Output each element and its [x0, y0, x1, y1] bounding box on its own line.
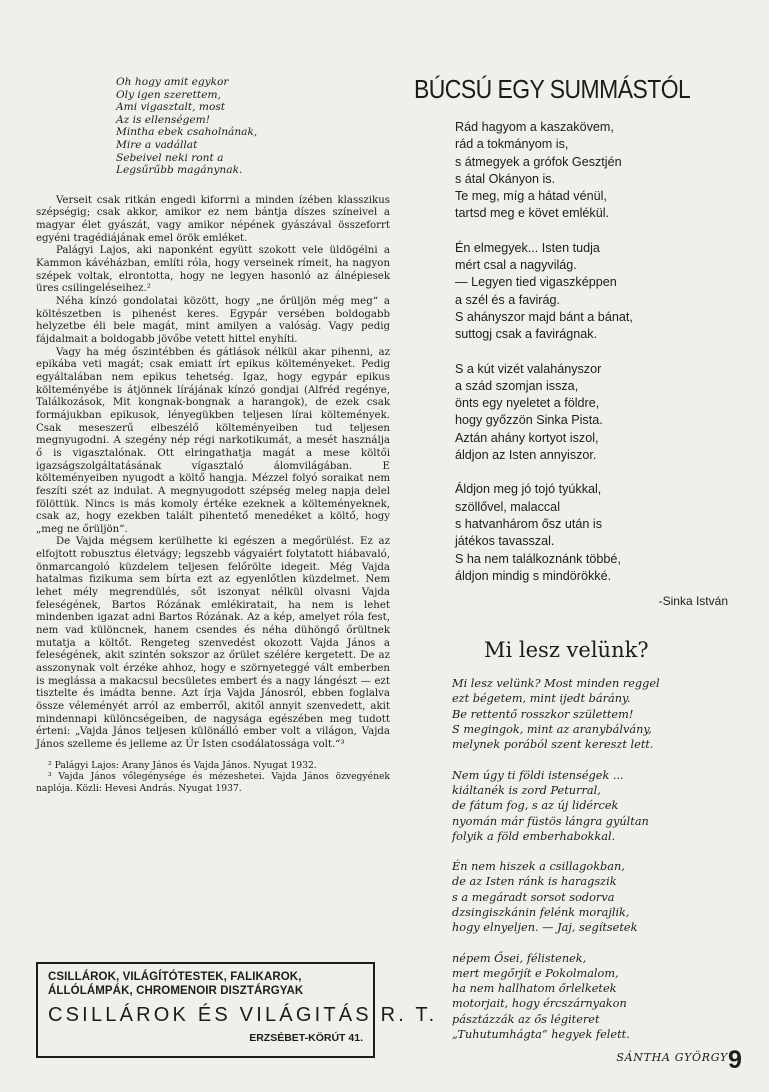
poem-line: s a megáradt sorsot sodorva	[452, 890, 615, 904]
poem-line: Sebeivel neki ront a	[116, 151, 224, 164]
poem-line: Be rettentő rosszkor születtem!	[452, 707, 634, 721]
footnote: ² Palágyi Lajos: Arany János és Vajda János. Nyugat 1932.	[48, 759, 317, 771]
poem-line: hogy győzzön Sinka Pista.	[455, 413, 603, 428]
poem-line: Mintha ebek csaholnának,	[116, 126, 258, 139]
paragraph: Néha kínzó gondolatai között, hogy „ne őrüljön még meg“ a költészetben is pihenést keres. Egypár versében boldogabb helyzetbe éli bele magát, mint amilyen a valóság. Vagy pedig fájdalmait a boldogabb jövőbe vetett hittel enyhíti.	[36, 296, 390, 345]
poem-author: SÁNTHA GYÖRGY	[616, 1051, 728, 1065]
poem-line: Én elmegyek... Isten tudja	[455, 240, 600, 255]
paragraph: Verseit csak ritkán engedi kiforrni a minden ízében klasszikus szépségig; csak akkor, amikor ez nem bántja díszes színeivel a magyar élet gyászát, vagy amikor népének gyászával összeforrt egyéni tragédiájának emel örök emléket.	[36, 194, 390, 244]
poem-line: kiáltanék is zord Peturral,	[452, 783, 601, 797]
poem-line: Ami vigasztalt, most	[116, 101, 226, 114]
poem-line: Mi lesz velünk? Most minden reggel	[452, 677, 660, 691]
poem-line: melynek porából szent kereszt lett.	[452, 738, 654, 752]
page-number: 9	[728, 1046, 742, 1074]
footnote: ³ Vajda János vőlegénysége és mézeshetei. Vajda János özvegyének naplója. Közli: Hevesi András. Nyugat 1937.	[36, 771, 390, 794]
poem-line: ezt bégetem, mint ijedt bárány.	[452, 692, 631, 706]
poem-line: ha nem hallhatom őrlelketek	[452, 982, 617, 996]
intro-poem-excerpt	[116, 76, 390, 177]
ad-line-1: CSILLÁROK, VILÁGÍTÓTESTEK, FALIKAROK,	[48, 971, 302, 983]
poem-line: tartsd meg e követ emlékül.	[455, 206, 609, 221]
poem-line: — Legyen tied vigaszképpen	[455, 275, 617, 290]
poem-author	[412, 594, 728, 608]
poem-line: Én nem hiszek a csillagokban,	[452, 860, 625, 874]
poem-line: s átal Okányon is.	[455, 171, 556, 186]
poem-line: S ahányszor majd bánt a bánat,	[455, 309, 633, 324]
poem-line: folyik a föld emberhabokkal.	[452, 829, 616, 843]
poem-line: dzsingiszkánin felénk morajlik,	[452, 905, 630, 919]
poem-line: Mire a vadállat	[116, 138, 198, 151]
poem-line: S a kút vizét valahányszor	[455, 361, 602, 376]
stanza	[452, 768, 742, 844]
poem-body	[452, 676, 742, 1042]
poem-line: mert megőrjít e Pokolmalom,	[452, 966, 619, 980]
poem-line: Te meg, míg a hátad vénül,	[455, 189, 607, 204]
poem-line: de fátum fog, s az új lidércek	[452, 799, 619, 813]
paragraph: Palágyi Lajos, aki naponként együtt szokott vele üldögélni a Kammon kávéházban, említi róla, hogy verseinek rímeit, ha nagyon szépek voltak, elrontotta, hogy ne legyen hasonló az álnépiesek üres csilingeléseihez.²	[36, 245, 390, 295]
poem-line: Legsűrűbb magánynak.	[116, 164, 243, 177]
footnotes	[36, 760, 390, 795]
ad-headline: CSILLÁROK ÉS VILÁGITÁS R. T.	[48, 1004, 438, 1026]
poem-line: pásztázzák az ős légiteret	[452, 1012, 600, 1026]
ad-line-2: ÁLLÓLÁMPÁK, CHROMENOIR DISZTÁRGYAK	[48, 985, 304, 997]
stanza	[455, 119, 742, 223]
poem-line: Oly igen szerettem,	[116, 88, 221, 101]
poem-line: a szél és a favirág.	[455, 292, 560, 307]
poem-line: Az is ellenségem!	[116, 113, 210, 126]
poem-line: áldjon mindig s mindörökké.	[455, 568, 612, 583]
poem-line: Áldjon meg jó tojó tyúkkal,	[455, 482, 602, 497]
poem-line: nyomán már füstös lángra gyúltan	[452, 814, 649, 828]
essay-body	[36, 195, 390, 752]
poem-line: népem Ősei, félistenek,	[452, 951, 587, 965]
stanza	[455, 361, 742, 465]
poem-line: mért csal a nagyvilág.	[455, 258, 577, 273]
poem-line: önts egy nyeletet a földre,	[455, 396, 600, 411]
poem-title: Mi lesz velünk?	[484, 638, 649, 663]
poem-title: BÚCSÚ EGY SUMMÁSTÓL	[414, 76, 691, 104]
poem-body	[455, 119, 742, 585]
poem-line: Aztán ahány kortyot iszol,	[455, 430, 599, 445]
poem-line: s hatvanhárom ősz után is	[455, 516, 603, 531]
left-column	[36, 76, 390, 794]
poem-line: S ha nem találkoznánk többé,	[455, 551, 621, 566]
ad-address: ERZSÉBET-KÖRÚT 41.	[249, 1032, 363, 1044]
poem-line: rád a tokmányom is,	[455, 137, 569, 152]
stanza	[455, 240, 742, 344]
poem-line: suttogj csak a favirágnak.	[455, 327, 598, 342]
poem-line: Rád hagyom a kaszakövem,	[455, 120, 614, 134]
poem-line: de az Isten ránk is haragszik	[452, 875, 617, 889]
stanza	[455, 481, 742, 585]
paragraph: Vagy ha még őszintébben és gátlások nélkül akar pihenni, az epikába veti magát; csak emiatt írt epikus költeményeket. Pedig egyáltalában nem epikus tehetség. Igaz, hogy egypár epikus költeményébe is átjönnek lírájának kínzó gondjai (Alfréd regénye, Találkozások, Mit kongnak-bongnak a harangok), de ezek csak formájukban epikusok, lényegükben teljesen lírai költemények. Csak meseszerű elbeszélő költeményeiben tud teljesen megnyugodni. A szegény nép régi narkotikumát, a mesét használja ő is vigasztalónak. Ott elringathatja magát a mese költői igazságszolgáltatásának vígasztaló álomvilágában. E költeményeiben nyugodt a költő hangja. Mézzel folyó soraikat nem feszíti szét az indulat. A megnyugodott szépség meleg napja delel fölöttük. Nincs is más komoly értéke ezeknek a költeményeknek, csak az, hogy ezekben talált pihentető menedéket a költő, hogy „meg ne őrüljön“.	[36, 346, 390, 535]
poem-line: Oh hogy amit egykor	[116, 76, 229, 88]
author-name: Sinka István	[662, 594, 728, 609]
stanza	[452, 951, 742, 1043]
stanza	[452, 676, 742, 752]
author-dash: -	[658, 594, 663, 609]
poem-line: S megingok, mint az aranybálvány,	[452, 723, 652, 737]
right-column	[412, 76, 742, 1064]
poem-line: szöllővel, malaccal	[455, 499, 560, 514]
poem-line: Nem úgy ti földi istenségek ...	[452, 768, 624, 782]
poem-line: játékos tavasszal.	[455, 534, 555, 549]
poem-line: „Tuhutumhágta“ hegyek felett.	[452, 1028, 630, 1042]
poem-line: hogy elnyeljen. — Jaj, segítsetek	[452, 921, 638, 935]
poem-line: motorjait, hogy ércszárnyakon	[452, 997, 627, 1011]
advertisement-box	[36, 962, 438, 1058]
poem-line: áldjon az Isten annyiszor.	[455, 448, 597, 463]
stanza	[452, 859, 742, 935]
poem-line: a szád szomjan issza,	[455, 378, 579, 393]
paragraph: De Vajda mégsem kerülhette ki egészen a megőrülést. Ez az elfojtott robusztus életvágy; legszebb vágyaiért folytatott hiábavaló, önmarcangoló küzdelem teljesen felőrölte idegeit. Még Vajda hatalmas fizikuma sem bírta ezt az egyenlőtlen küzdelmet. Nem lehet mély megrendülés, sőt iszonyat nélkül olvasni Vajda feleségének, Bartos Rózának emlékiratait, ha nem is lehet mindenben igazat adni Bartos Rózának. Az a kép, amelyet róla fest, nem vad különcnek, hanem csendes és néha dühöngő őrültnek mutatja a költőt. Rengeteg szenvedést okozott Vajda János a feleségének, akit szintén sokszor az őrület szélére kergetett. De az asszonynak volt érzéke ahhoz, hogy e szörnyeteggé vált emberben is meglássa a makacsul becsületes embert és a nagy lángészt — ezt tisztelte és imádta benne. Azt írja Vajda Jánosról, ebben foglalva össze véleményét arról az emberről, akitől annyit szenvedett, akit mindennapi különcségeiben, de nagysága egészében meg tudott érteni: „Vajda János teljesen különálló ember volt a világon, Vajda János szelleme és jelleme az Úr Isten csodálatossága volt.“³	[36, 536, 390, 750]
poem-line: s átmegyek a grófok Gesztjén	[455, 154, 622, 169]
